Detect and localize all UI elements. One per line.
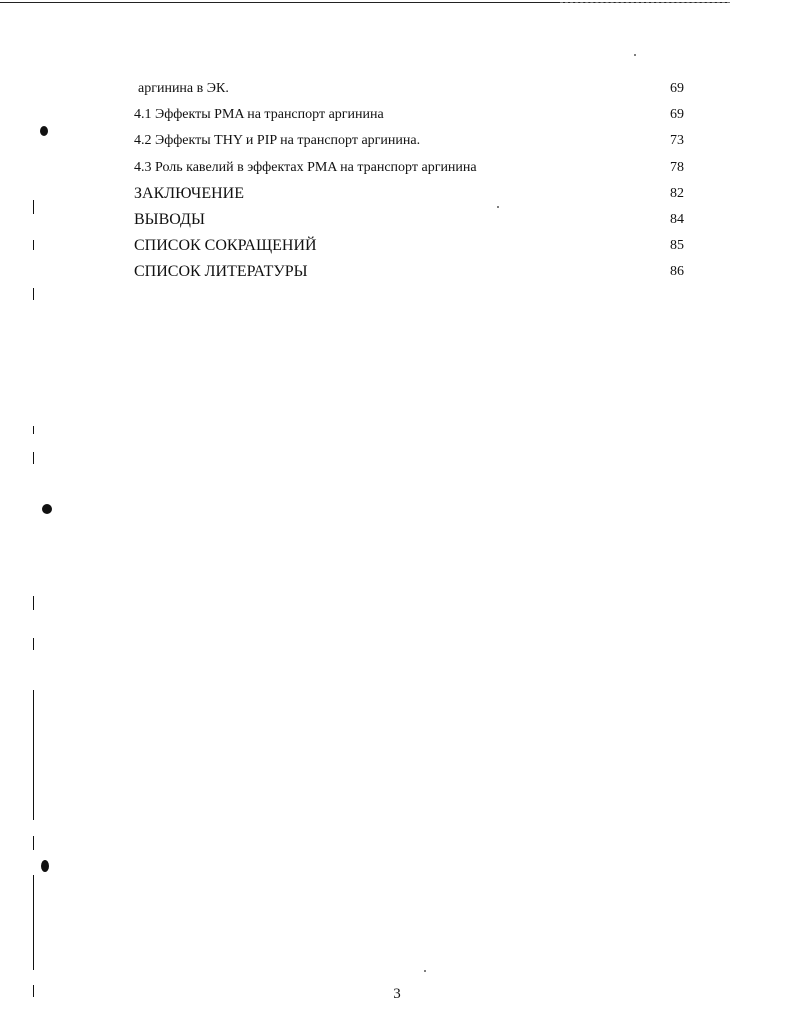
margin-mark xyxy=(33,288,34,300)
binder-hole-mark xyxy=(41,860,49,872)
toc-entry xyxy=(0,233,794,259)
toc-entry-title: 4.2 Эффекты THY и PIP на транспорт аргинина. xyxy=(134,133,421,149)
scan-speck xyxy=(497,206,499,208)
margin-mark xyxy=(33,690,34,820)
toc-entry-page: 69 xyxy=(670,81,684,96)
binder-hole-mark xyxy=(42,504,52,514)
toc-entry-title: 4.3 Роль кавелий в эффектах PMA на транспорт аргинина xyxy=(134,159,477,175)
toc-entry xyxy=(0,155,794,181)
margin-mark xyxy=(33,240,34,250)
toc-entry-title: СПИСОК СОКРАЩЕНИЙ xyxy=(134,237,317,255)
toc-entry-title: аргинина в ЭК. xyxy=(138,81,229,96)
margin-mark xyxy=(33,836,34,850)
toc-entry-page: 86 xyxy=(670,264,684,280)
page-number: 3 xyxy=(393,986,401,1002)
toc-entry xyxy=(0,259,794,285)
scan-speck xyxy=(424,970,426,972)
toc-entry xyxy=(0,76,794,102)
margin-mark xyxy=(33,426,34,434)
binder-hole-mark xyxy=(40,126,48,136)
table-of-contents xyxy=(0,76,794,286)
toc-entry xyxy=(0,207,794,233)
margin-mark xyxy=(33,638,34,650)
toc-entry-page: 78 xyxy=(670,159,684,175)
toc-entry-title: СПИСОК ЛИТЕРАТУРЫ xyxy=(134,263,308,281)
toc-entry xyxy=(0,102,794,128)
margin-mark xyxy=(33,452,34,464)
toc-entry-title: 4.1 Эффекты PMA на транспорт аргинина xyxy=(134,107,384,123)
toc-entry xyxy=(0,181,794,207)
margin-mark xyxy=(33,985,34,997)
margin-mark xyxy=(33,596,34,610)
toc-entry xyxy=(0,128,794,154)
toc-entry-page: 85 xyxy=(670,238,684,254)
toc-entry-title: ЗАКЛЮЧЕНИЕ xyxy=(134,184,244,202)
toc-entry-title: ВЫВОДЫ xyxy=(134,210,205,228)
scan-speck xyxy=(634,54,636,56)
margin-mark xyxy=(33,200,34,214)
toc-entry-page: 82 xyxy=(670,185,684,201)
top-border-line-faded xyxy=(560,2,730,3)
margin-mark xyxy=(33,875,34,970)
toc-entry-page: 84 xyxy=(670,211,684,227)
toc-entry-page: 69 xyxy=(670,107,684,123)
toc-entry-page: 73 xyxy=(670,133,684,149)
